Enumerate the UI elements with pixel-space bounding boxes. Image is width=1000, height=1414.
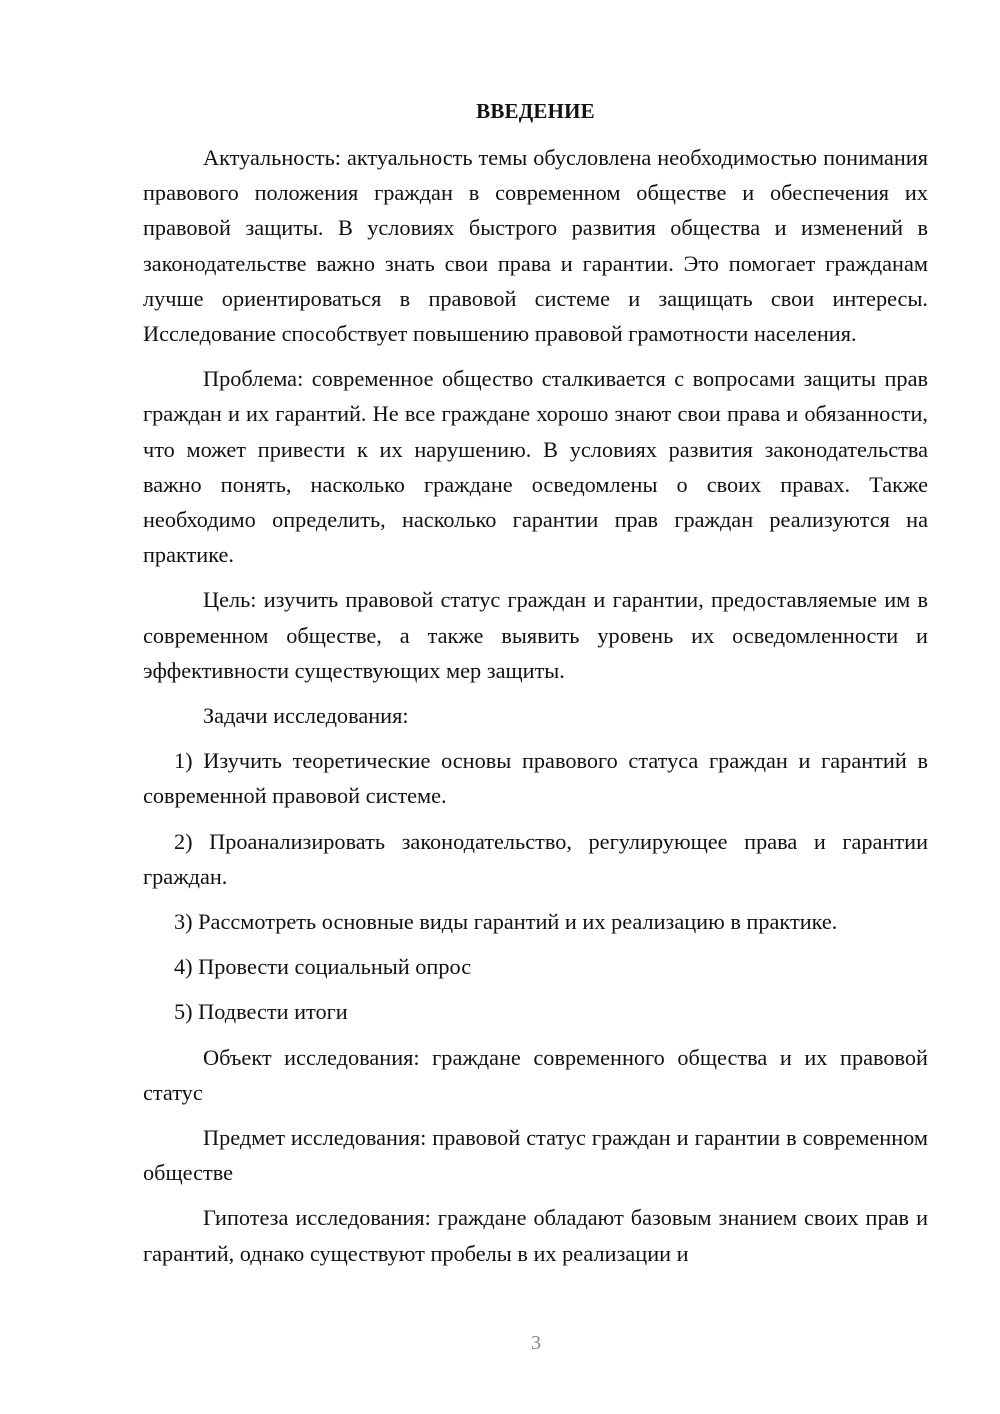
problem-paragraph: Проблема: современное общество сталкивается с вопросами защиты прав граждан и их гарантий. Не все граждане хорошо знают свои права и обязанности, что может привести к их нарушению. В условиях развития законодательства важно понять, насколько граждане осведомлены о своих правах. Также необходимо определить, насколько гарантии прав граждан реализуются на практике. <box>143 366 928 568</box>
page-number: 3 <box>531 1332 541 1354</box>
goal-paragraph: Цель: изучить правовой статус граждан и гарантии, предоставляемые им в современном обществе, а также выявить уровень их осведомленности и эффективности существующих мер защиты. <box>143 587 928 683</box>
page-title: ВВЕДЕНИЕ <box>476 99 595 123</box>
task-item: 4) Провести социальный опрос <box>174 954 472 980</box>
document-body <box>143 94 928 1271</box>
task-item: 5) Подвести итоги <box>174 999 348 1025</box>
hypothesis-paragraph: Гипотеза исследования: граждане обладают базовым знанием своих прав и гарантий, однако существуют пробелы в их реализации и <box>143 1205 928 1266</box>
subject-paragraph: Предмет исследования: правовой статус граждан и гарантии в современном обществе <box>143 1125 928 1186</box>
tasks-heading: Задачи исследования: <box>203 703 409 729</box>
task-item: 3) Рассмотреть основные виды гарантий и их реализацию в практике. <box>174 909 838 935</box>
task-item: 1) Изучить теоретические основы правового статуса граждан и гарантий в современной правовой системе. <box>143 748 928 809</box>
task-item: 2) Проанализировать законодательство, регулирующее права и гарантии граждан. <box>143 828 928 889</box>
object-paragraph: Объект исследования: граждане современного общества и их правовой статус <box>143 1044 928 1105</box>
relevance-paragraph: Актуальность: актуальность темы обусловлена необходимостью понимания правового положения граждан в современном обществе и обеспечения их правовой защиты. В условиях быстрого развития общества и изменений в законодательстве важно знать свои права и гарантии. Это помогает гражданам лучше ориентироваться в правовой системе и защищать свои интересы. Исследование способствует повышению правовой грамотности населения. <box>143 145 928 347</box>
